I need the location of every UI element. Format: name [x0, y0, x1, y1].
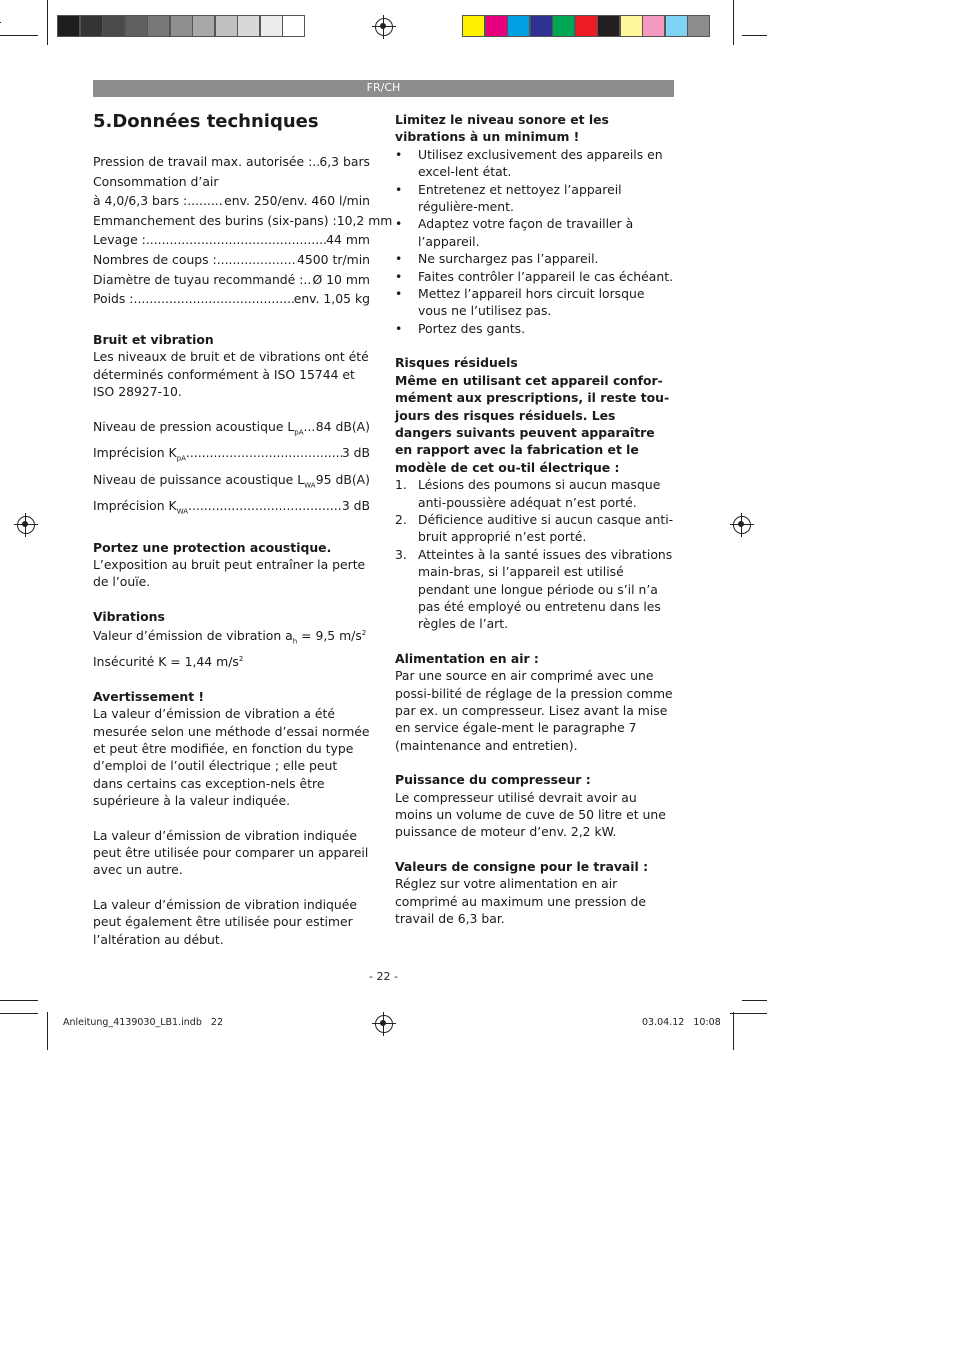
spec-label: Nombres de coups :: [93, 251, 217, 267]
limit-item: • Portez des gants.: [395, 320, 675, 337]
gray-swatch: [237, 15, 260, 37]
noise-spec-row: [93, 496, 370, 522]
crop-mark: [742, 1000, 743, 1001]
gray-swatch: [282, 15, 305, 37]
leader-dots: [186, 443, 342, 469]
air-supply-text: Par une source en air comprimé avec une possi-bilité de réglage de la pression comme par ex. un compresseur. Lisez avant la mise en service égale-ment le paragraphe 7 (maintenance and entretien).: [395, 668, 673, 753]
crop-mark: [742, 35, 767, 36]
crop-mark: [47, 0, 48, 45]
limit-title: Limitez le niveau sonore et les vibrations à un minimum !: [395, 112, 609, 145]
noise-spec-row: [93, 470, 370, 496]
color-swatch: [462, 15, 485, 37]
warning-paragraph: La valeur d’émission de vibration a été mesurée selon une méthode d’essai normée et peut être modifiée, en fonction du type d’emploi de l’outil électrique ; elle peut dans certains cas exception-nels être supérieure à la valeur indiquée.: [93, 706, 370, 809]
color-swatch: [552, 15, 575, 37]
risk-item: 2. Déficience auditive si aucun casque anti-bruit approprié n’est porté.: [395, 511, 674, 545]
right-column: [395, 111, 675, 927]
crop-mark: [47, 1012, 48, 1050]
protection-title: Portez une protection acoustique.: [93, 539, 332, 555]
vibration-uncertainty-line: Insécurité K = 1,44 $m/s^2$: [93, 654, 244, 670]
noise-spec-value: 3 dB: [341, 497, 370, 513]
limit-item: • Faites contrôler l’appareil le cas échéant.: [395, 268, 675, 285]
spec-label: à 4,0/6,3 bars :: [93, 193, 188, 209]
color-swatch: [507, 15, 530, 37]
limit-item: • Adaptez votre façon de travailler à l’appareil.: [395, 215, 675, 250]
spec-label: Diamètre de tuyau recommandé :: [93, 271, 304, 287]
gray-swatch: [215, 15, 238, 37]
spec-label: Pression de travail max. autorisée :: [93, 154, 313, 169]
gray-swatch: [125, 15, 148, 37]
spec-label: Poids :: [93, 291, 134, 307]
color-swatch: [485, 15, 508, 37]
registration-mark: [375, 18, 393, 36]
noise-spec-label: Niveau de puissance acoustique $L_{WA}$: [93, 471, 316, 489]
color-swatch: [575, 15, 598, 37]
warning-title: Avertissement !: [93, 688, 205, 704]
spec-row: [93, 172, 370, 192]
risk-item: 3. Atteintes à la santé issues des vibrations main-bras, si l’appareil est utilisé pendant une longue période ou s’il n’a pas été employé ou entretenu dans les règles de l’art.: [395, 546, 673, 632]
spec-label: Levage :: [93, 232, 146, 248]
color-swatch: [687, 15, 710, 37]
vibration-emission-line: Valeur d’émission de vibration $a_h = 9,5$ $m/s^2$: [93, 628, 367, 646]
language-label: FR/CH: [366, 81, 401, 94]
gray-swatch: [170, 15, 193, 37]
risk-item: 1. Lésions des poumons si aucun masque anti-poussière adéquat n’est porté.: [395, 477, 661, 510]
risk-title: Risques résiduels: [395, 355, 518, 371]
noise-spec-label: Imprécision $K_{pA}$: [93, 445, 186, 463]
limit-list: [395, 146, 675, 337]
limit-item: • Entretenez et nettoyez l’appareil régulière-ment.: [395, 181, 675, 216]
limit-item: • Ne surchargez pas l’appareil.: [395, 250, 675, 267]
registration-mark: [733, 516, 751, 534]
color-swatch: [530, 15, 553, 37]
noise-spec-value: 3 dB: [341, 445, 370, 461]
spec-label: Emmanchement des burins (six-pans) :: [93, 212, 337, 228]
setpoint-text: Réglez sur votre alimentation en air comprimé au maximum une pression de travail de 6,3 bar.: [395, 876, 647, 927]
left-column: [93, 111, 393, 948]
spec-row: [93, 152, 370, 172]
color-swatch: [665, 15, 688, 37]
compressor-title: Puissance du compresseur :: [395, 772, 591, 788]
leader-dots: [146, 230, 326, 250]
risk-intro: Même en utilisant cet appareil confor-mément aux prescriptions, il reste tou-jours des risques résiduels. Les dangers suivants peuvent apparaître en rapport avec la fabrication et le modèle de cet ou-til électrique :: [395, 372, 670, 475]
registration-mark: [17, 516, 35, 534]
leader-dots: [304, 417, 316, 443]
spec-row: [93, 230, 370, 250]
risk-list: [395, 476, 675, 633]
noise-spec-list: [93, 417, 370, 521]
crop-mark: [0, 1013, 38, 1014]
crop-mark: [742, 1000, 767, 1001]
registration-mark: [375, 1015, 393, 1033]
gray-swatch: [192, 15, 215, 37]
setpoint-title: Valeurs de consigne pour le travail :: [395, 858, 649, 874]
compressor-text: Le compresseur utilisé devrait avoir au moins un volume de cuve de 50 litre et une puissance de moteur d’env. 2,2 kW.: [395, 789, 666, 840]
spec-value: 44 mm: [326, 232, 370, 248]
gray-swatch: [260, 15, 283, 37]
spec-value: env. 1,05 kg: [293, 291, 370, 307]
spec-row: [93, 270, 370, 290]
noise-spec-value: 84 dB(A): [315, 419, 370, 435]
file-name: Anleitung_4139030_LB1.indb 22: [63, 1017, 223, 1028]
noise-spec-label: Niveau de pression acoustique $L_{pA}$: [93, 419, 304, 437]
spec-value: 6,3 bars: [319, 154, 370, 169]
leader-dots: [312, 152, 319, 172]
spec-value: 4500 tr/min: [297, 251, 370, 267]
leader-dots: [187, 191, 224, 211]
gray-swatch: [57, 15, 80, 37]
color-swatch: [620, 15, 643, 37]
leader-dots: [134, 289, 294, 309]
spec-row: [93, 211, 393, 231]
noise-spec-value: 95 dB(A): [315, 471, 370, 487]
color-swatch: [597, 15, 620, 37]
noise-title: Bruit et vibration: [93, 331, 214, 347]
warning-paragraph: La valeur d’émission de vibration indiquée peut également être utilisée pour estimer l’altération au début.: [93, 896, 357, 947]
crop-mark: [0, 22, 1, 23]
print-date: 03.04.12 10:08: [642, 1017, 721, 1028]
gray-swatch: [80, 15, 103, 37]
leader-dots: [303, 270, 312, 290]
noise-spec-row: [93, 417, 370, 443]
noise-spec-row: [93, 443, 370, 469]
crop-mark: [0, 35, 38, 36]
spec-value: 10,2 mm: [336, 212, 393, 228]
warning-paragraph: La valeur d’émission de vibration indiquée peut être utilisée pour comparer un appareil avec un autre.: [93, 827, 369, 878]
limit-item: • Utilisez exclusivement des appareils en excel-lent état.: [395, 146, 675, 181]
crop-mark: [733, 1012, 734, 1050]
limit-item: • Mettez l’appareil hors circuit lorsque vous ne l’utilisez pas.: [395, 285, 675, 320]
noise-spec-label: Imprécision $K_{WA}$: [93, 497, 189, 516]
noise-text: Les niveaux de bruit et de vibrations ont été déterminés conformément à ISO 15744 et ISO 28927-10.: [93, 349, 369, 399]
spec-list: [93, 152, 393, 309]
crop-mark: [733, 1013, 767, 1014]
spec-row: [93, 289, 370, 309]
color-swatch: [642, 15, 665, 37]
spec-value: env. 250/env. 460 l/min: [224, 193, 370, 209]
spec-row: [93, 191, 370, 211]
leader-dots: [217, 250, 297, 270]
vibrations-title: Vibrations: [93, 608, 165, 624]
page-number: - 22 -: [369, 970, 398, 983]
protection-text: L’exposition au bruit peut entraîner la perte de l’ouïe.: [93, 557, 366, 590]
language-header-bar: [93, 80, 674, 97]
crop-mark: [733, 0, 734, 45]
section-title: 5.Données techniques: [93, 111, 319, 132]
spec-row: [93, 250, 370, 270]
leader-dots: [188, 496, 342, 522]
crop-mark: [0, 1000, 38, 1001]
gray-swatch: [102, 15, 125, 37]
air-supply-title: Alimentation en air :: [395, 650, 539, 666]
spec-label: Consommation d’air: [93, 173, 219, 189]
spec-value: Ø 10 mm: [312, 271, 370, 287]
gray-swatch: [147, 15, 170, 37]
